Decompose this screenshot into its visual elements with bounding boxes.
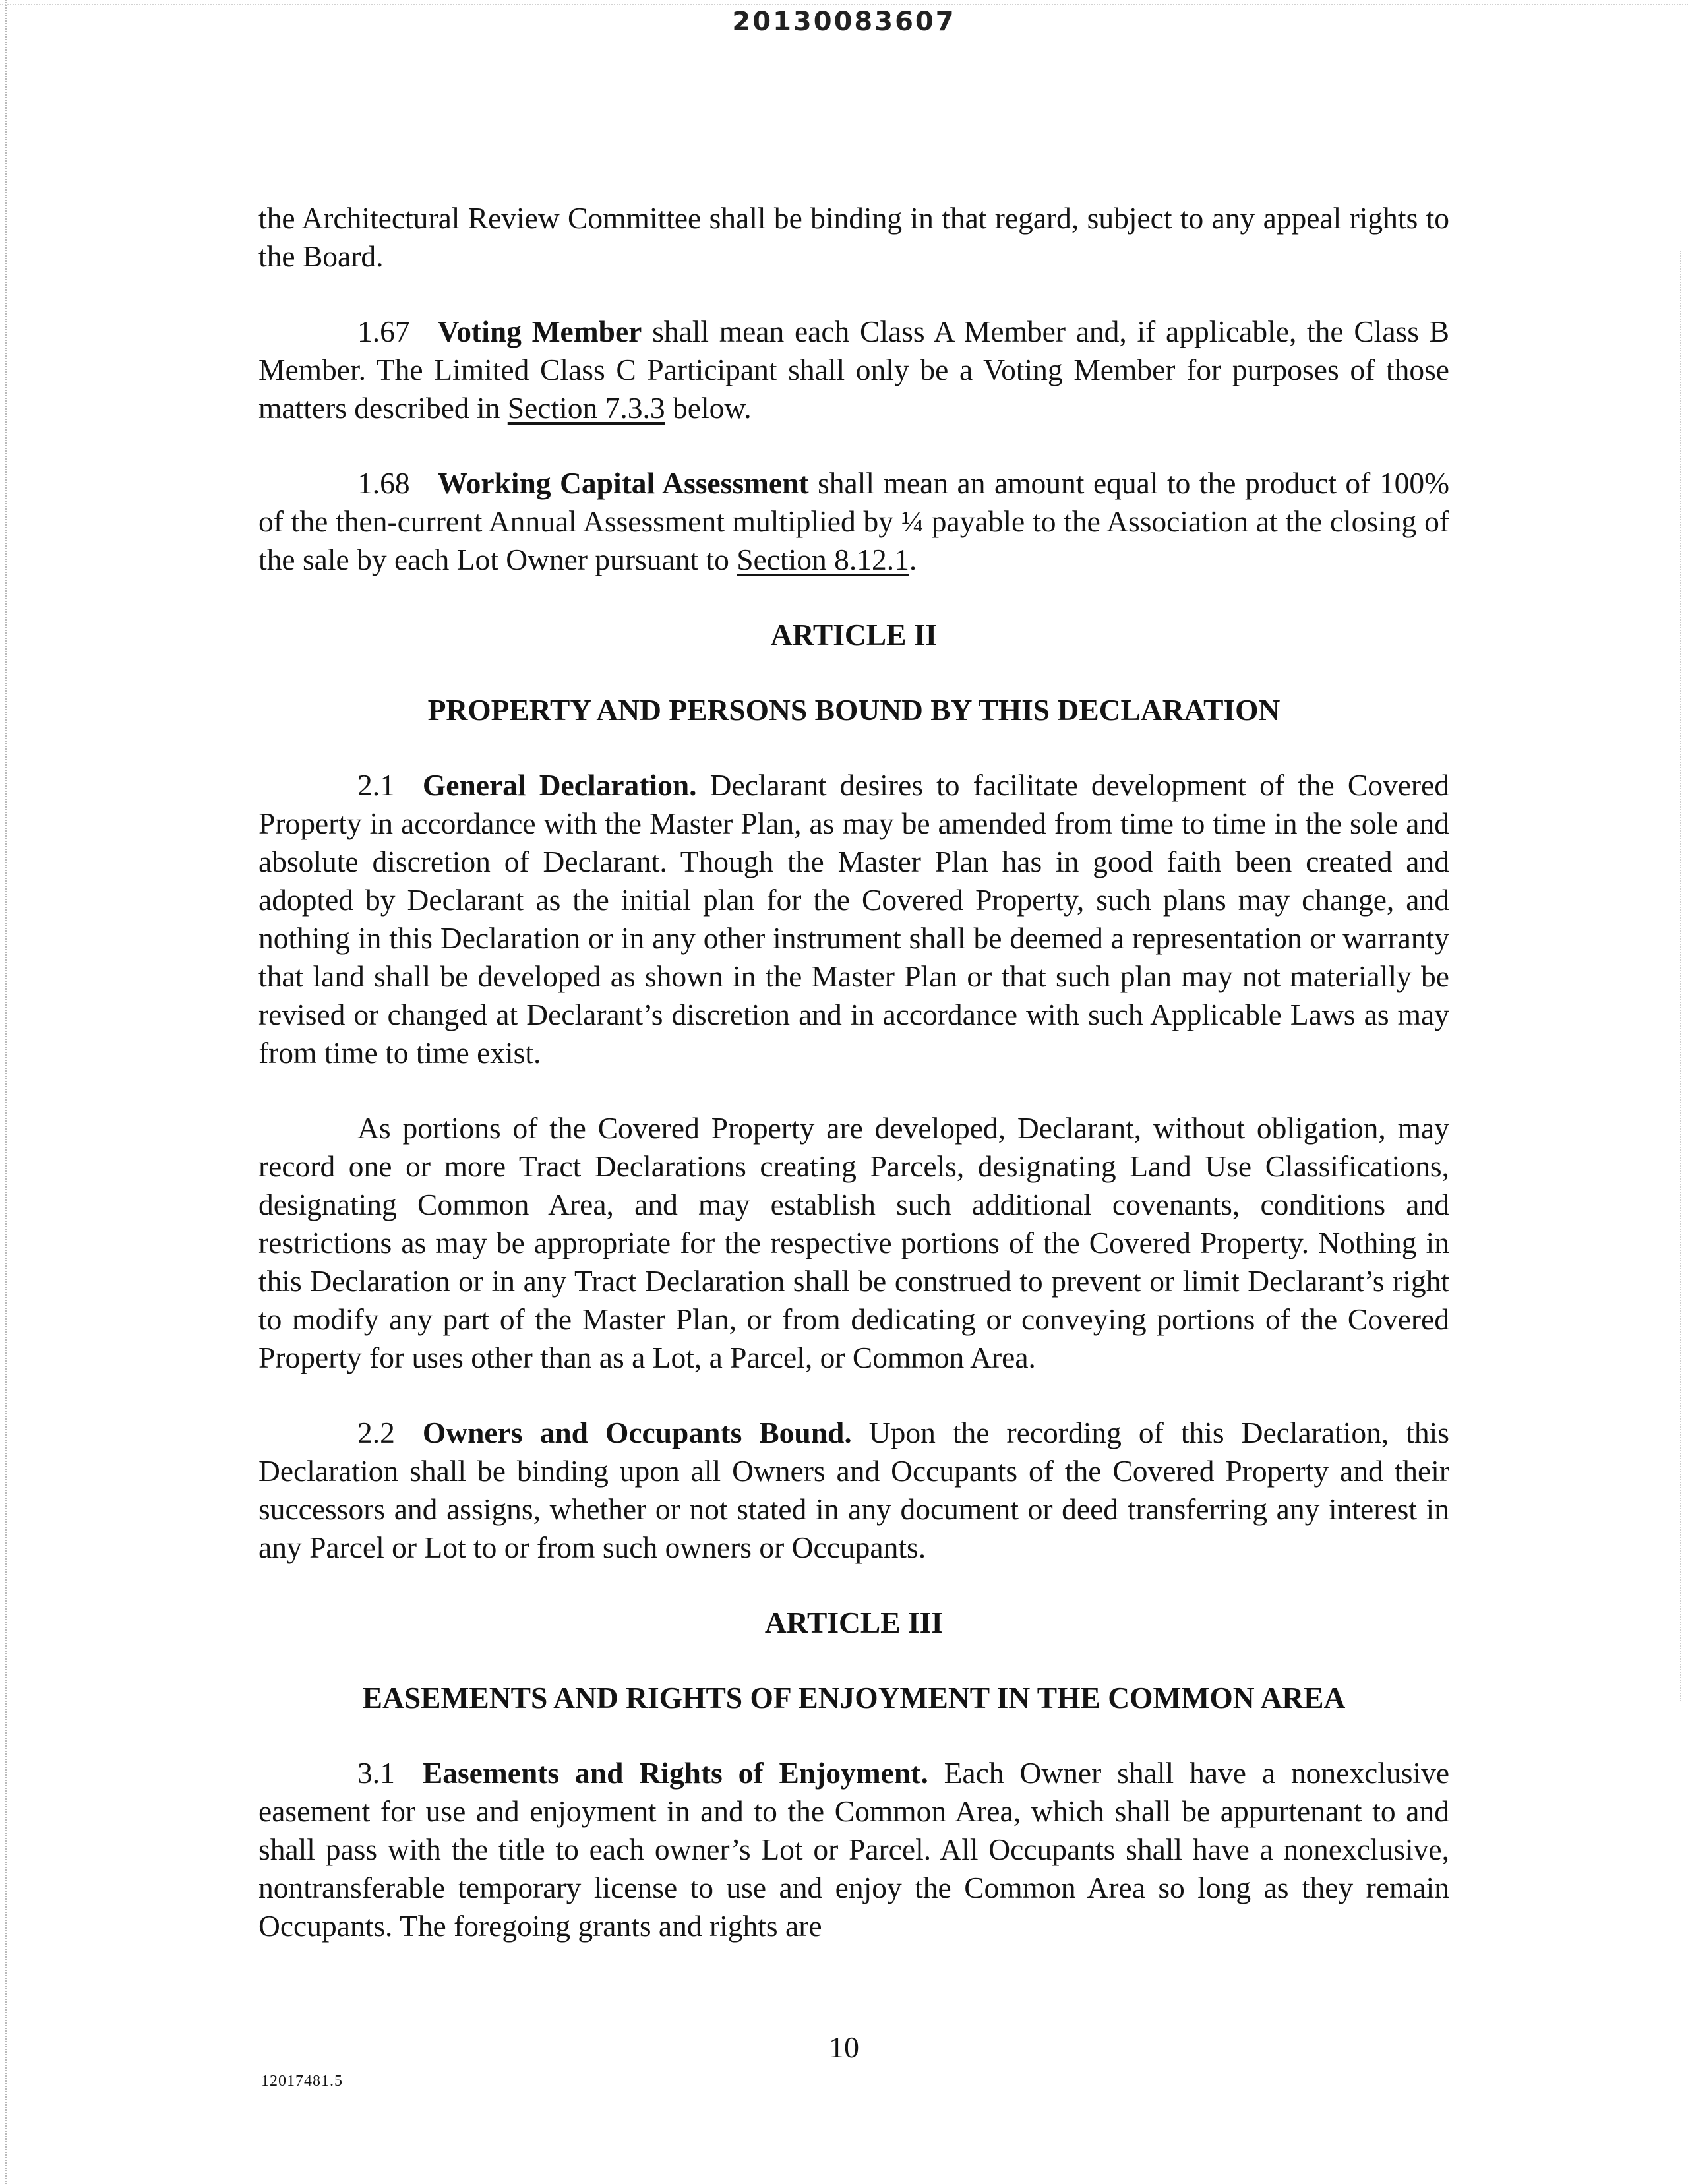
section-reference: Section 8.12.1: [737, 543, 909, 576]
section-title: Owners and Occupants Bound.: [422, 1416, 852, 1449]
scan-left-edge: [5, 0, 9, 2184]
section-number: 1.67: [357, 315, 410, 348]
recording-number: 20130083607: [732, 7, 956, 37]
section-text-end: .: [909, 543, 917, 576]
continuation-paragraph: the Architectural Review Committee shall be binding in that regard, subject to any appeal rights to the Board.: [258, 201, 1449, 273]
section-title: Easements and Rights of Enjoyment.: [422, 1756, 928, 1790]
section-number: 2.1: [357, 768, 395, 802]
article-iii-title: EASEMENTS AND RIGHTS OF ENJOYMENT IN THE COMMON AREA: [362, 1681, 1346, 1714]
article-ii-label: ARTICLE II: [770, 618, 938, 652]
document-body: [258, 199, 1449, 1945]
section-1-68: [258, 464, 1449, 579]
defined-term: Working Capital Assessment: [437, 466, 809, 500]
page-number: 10: [829, 2030, 859, 2064]
article-ii-title: PROPERTY AND PERSONS BOUND BY THIS DECLARATION: [427, 693, 1281, 727]
article-iii-label: ARTICLE III: [764, 1606, 944, 1639]
section-2-2: [258, 1414, 1449, 1567]
section-title: General Declaration.: [422, 768, 697, 802]
section-3-1: [258, 1754, 1449, 1945]
section-text: Declarant desires to facilitate development of the Covered Property in accordance with the Master Plan, as may be amended from time to time in the sole and absolute discretion of Declarant. Though the Master Plan has in good faith been created and adopted by Declarant as the initial plan for the Covered Property, such plans may change, and nothing in this Declaration or in any other instrument shall be deemed a representation or warranty that land shall be developed as shown in the Master Plan or that such plan may not materially be revised or changed at Declarant’s discretion and in accordance with such Applicable Laws as may from time to time exist.: [258, 768, 1450, 1070]
section-number: 3.1: [357, 1756, 395, 1790]
section-number: 2.2: [357, 1416, 395, 1449]
section-2-1: [258, 766, 1449, 1072]
defined-term: Voting Member: [437, 315, 642, 348]
section-1-67: [258, 313, 1449, 427]
section-text-end: below.: [665, 391, 752, 425]
section-text: Upon the recording of this Declaration, this Declaration shall be binding upon all Owners and Occupants of the Covered Property and their successors and assigns, whether or not stated in any document or deed transferring any interest in any Parcel or Lot to or from such owners or Occupants.: [258, 1416, 1449, 1564]
section-number: 1.68: [357, 466, 410, 500]
document-id: 12017481.5: [261, 2073, 343, 2090]
section-text: shall mean an amount equal to the product of 100% of the then-current Annual Assessment multiplied by ¼ payable to the Association at the closing of the sale by each Lot Owner pursuant to: [258, 466, 1449, 576]
section-text: Each Owner shall have a nonexclusive easement for use and enjoyment in and to the Common Area, which shall be appurtenant to and shall pass with the title to each owner’s Lot or Parcel. All Occupants shall have a nonexclusive, nontransferable temporary license to use and enjoy the Common Area so long as they remain Occupants. The foregoing grants and rights are: [258, 1756, 1450, 1943]
section-2-1-paragraph-2: As portions of the Covered Property are developed, Declarant, without obligation, may record one or more Tract Declarations creating Parcels, designating Land Use Classifications, designating Common Area, and may establish such additional covenants, conditions and restrictions as may be appropriate for the respective portions of the Covered Property. Nothing in this Declaration or in any Tract Declaration shall be construed to prevent or limit Declarant’s right to modify any part of the Master Plan, or from dedicating or conveying portions of the Covered Property for uses other than as a Lot, a Parcel, or Common Area.: [258, 1111, 1449, 1374]
section-reference: Section 7.3.3: [507, 391, 665, 425]
scan-right-edge: [1679, 251, 1681, 1701]
section-text: shall mean each Class A Member and, if applicable, the Class B Member. The Limited Class C Participant shall only be a Voting Member for purposes of those matters described in: [258, 315, 1449, 425]
